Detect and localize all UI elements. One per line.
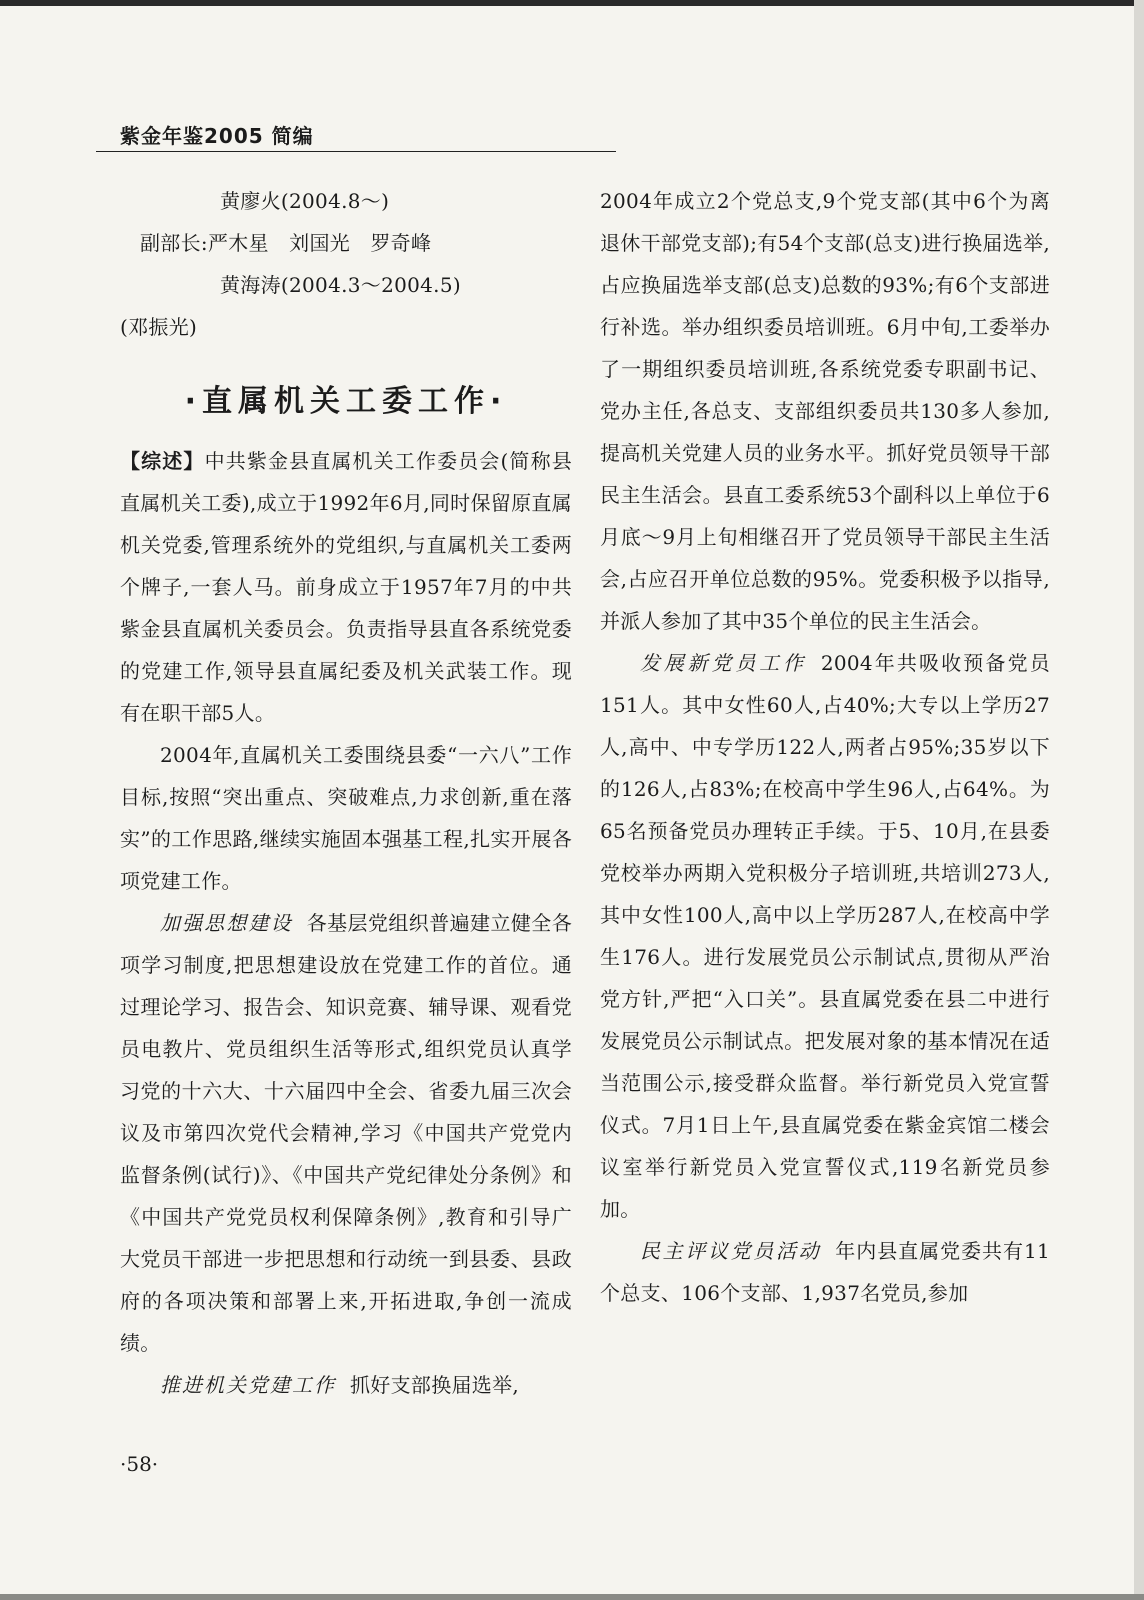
new-members-heading: 发展新党员工作 xyxy=(640,651,807,675)
evaluation-text: 年内县直属党委共有11个总支、106个支部、1,937名党员,参加 xyxy=(600,1239,1051,1305)
scan-edge-bottom xyxy=(0,1594,1144,1600)
party-building-heading: 推进机关党建工作 xyxy=(160,1373,336,1397)
running-header: 紫金年鉴2005 简编 xyxy=(120,124,314,148)
party-building-text: 抓好支部换届选举, xyxy=(350,1373,520,1397)
summary-text: 中共紫金县直属机关工作委员会(简称县直属机关工委),成立于1992年6月,同时保留原直属机关党委,管理系统外的党组织,与直属机关工委两个牌子,一套人马。前身成立于1957年7月的中共紫金县直属机关委员会。负责指导县直各系统党委的党建工作,领导县直属纪委及机关武装工作。现有在职干部5人。 xyxy=(120,449,573,725)
evaluation-heading: 民主评议党员活动 xyxy=(640,1239,822,1263)
staff-deputy-list: 副部长:严木星 刘国光 罗奇峰 xyxy=(140,231,432,255)
ideology-paragraph xyxy=(120,902,572,1364)
header-rule xyxy=(96,151,616,152)
ideology-heading: 加强思想建设 xyxy=(160,911,293,935)
scan-edge-right xyxy=(1134,0,1144,1600)
branch-election-paragraph: 2004年成立2个党总支,9个党支部(其中6个为离退休干部党支部);有54个支部(总支)进行换届选举,占应换届选举支部(总支)总数的93%;有6个支部进行补选。举办组织委员培训班。6月中旬,工委举办了一期组织委员培训班,各系统党委专职副书记、党办主任,各总支、支部组织委员共130多人参加,提高机关党建人员的业务水平。抓好党员领导干部民主生活会。县直工委系统53个副科以上单位于6月底～9月上旬相继召开了党员领导干部民主生活会,占应召开单位总数的95%。党委积极予以指导,并派人参加了其中35个单位的民主生活会。 xyxy=(600,189,1050,633)
summary-paragraph xyxy=(120,440,572,734)
new-members-paragraph xyxy=(600,642,1050,1230)
overview-paragraph: 2004年,直属机关工委围绕县委“一六八”工作目标,按照“突出重点、突破难点,力求创新,重在落实”的工作思路,继续实施固本强基工程,扎实开展各项党建工作。 xyxy=(120,743,572,893)
evaluation-paragraph xyxy=(600,1230,1050,1314)
party-building-paragraph xyxy=(120,1364,572,1406)
right-column xyxy=(600,180,1050,1314)
author-credit: (邓振光) xyxy=(120,315,198,339)
ideology-text: 各基层党组织普遍建立健全各项学习制度,把思想建设放在党建工作的首位。通过理论学习、报告会、知识竞赛、辅导课、观看党员电教片、党员组织生活等形式,组织党员认真学习党的十六大、十六届四中全会、省委九届三次会议及市第四次党代会精神,学习《中国共产党党内监督条例(试行)》、《中国共产党纪律处分条例》和《中国共产党党员权利保障条例》,教育和引导广大党员干部进一步把思想和行动统一到县委、县政府的各项决策和部署上来,开拓进取,争创一流成绩。 xyxy=(120,911,572,1355)
page-number: ·58· xyxy=(120,1452,159,1476)
section-title: ·直属机关工委工作· xyxy=(184,384,508,419)
summary-label: 【综述】 xyxy=(120,449,205,473)
staff-name-2: 黄海涛(2004.3～2004.5) xyxy=(220,273,461,297)
new-members-text: 2004年共吸收预备党员151人。其中女性60人,占40%;大专以上学历27人,高中、中专学历122人,两者占95%;35岁以下的126人,占83%;在校高中学生96人,占64%。为65名预备党员办理转正手续。于5、10月,在县委党校举办两期入党积极分子培训班,共培训273人,其中女性100人,高中以上学历287人,在校高中学生176人。进行发展党员公示制试点,贯彻从严治党方针,严把“入口关”。县直属党委在县二中进行发展党员公示制试点。把发展对象的基本情况在适当范围公示,接受群众监督。举行新党员入党宣誓仪式。7月1日上午,县直属党委在紫金宾馆二楼会议室举行新党员入党宣誓仪式,119名新党员参加。 xyxy=(600,651,1051,1221)
left-column xyxy=(120,180,572,1406)
scan-edge-top xyxy=(0,0,1144,6)
staff-name-1: 黄廖火(2004.8～) xyxy=(220,189,390,213)
